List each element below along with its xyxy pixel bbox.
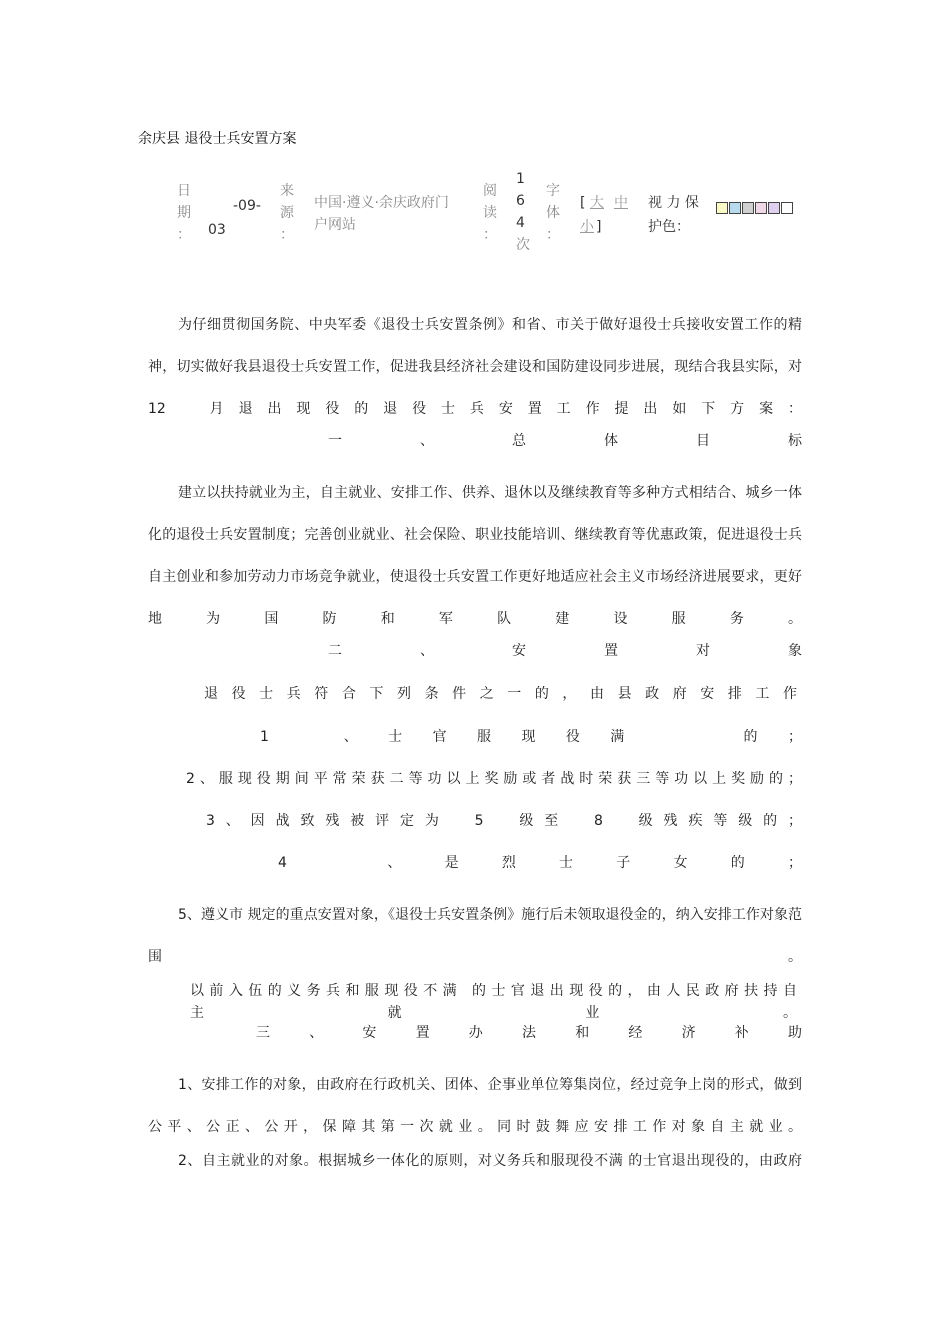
read-label-char: ： — [483, 227, 497, 243]
eye-protect-label-2: 护色： — [648, 219, 690, 235]
section-heading-3: 三、安置办法和经济补助 — [256, 1025, 802, 1041]
font-bracket-close: ] — [596, 219, 602, 235]
source-value-line: 中国·遵义·余庆政府门 — [314, 195, 449, 211]
font-medium-link[interactable]: 中 — [614, 195, 628, 211]
source-label-char: 源 — [280, 205, 294, 221]
section-heading-1: 一、总体目标 — [328, 433, 802, 449]
list-item-4: 4 、是烈士子女的； — [278, 855, 802, 871]
color-swatch[interactable] — [781, 202, 793, 214]
section-heading-2: 二、安置对象 — [328, 643, 802, 659]
read-label-char: 阅 — [483, 183, 497, 199]
read-label-char: 读 — [483, 205, 497, 221]
page-title: 余庆县 退役士兵安置方案 — [138, 131, 297, 147]
color-swatch[interactable] — [716, 202, 728, 214]
date-label-char: ： — [177, 227, 191, 243]
paragraph-self-employment: 以前入伍的义务兵和服现役不满 的士官退出现役的，由人民政府扶持自主就业。 — [190, 983, 802, 1021]
font-bracket-open: [ — [580, 195, 586, 211]
list-item-1: 1 、士官服现役满 的； — [260, 729, 802, 745]
source-label-char: ： — [280, 227, 294, 243]
source-value-line: 户网站 — [314, 217, 356, 233]
list-item-5: 5、遵义市 规定的重点安置对象，《退役士兵安置条例》施行后未领取退役金的，纳入安排工作对象范围。 — [148, 907, 802, 965]
read-count-char: 4 — [516, 215, 525, 231]
source-value — [314, 192, 449, 236]
date-label-char: 期 — [177, 205, 191, 221]
font-small-link[interactable]: 小 — [580, 219, 594, 235]
paragraph-arrangement: 1、安排工作的对象，由政府在行政机关、团体、企事业单位筹集岗位，经过竞争上岗的形式，做到公平、公正、公开，保障其第一次就业。同时鼓舞应安排工作对象自主就业。 — [148, 1077, 802, 1135]
list-item-2: 2、服现役期间平常荣获二等功以上奖励或者战时荣获三等功以上奖励的； — [186, 771, 802, 787]
font-large-link[interactable]: 大 — [590, 195, 604, 211]
paragraph-goal: 建立以扶持就业为主，自主就业、安排工作、供养、退休以及继续教育等多种方式相结合、城乡一体化的退役士兵安置制度；完善创业就业、社会保险、职业技能培训、继续教育等优惠政策，促进退役士兵自主创业和参加劳动力市场竞争就业，使退役士兵安置工作更好地适应社会主义市场经济进展要求，更好地为国防和军队建设服务。 — [148, 485, 802, 627]
paragraph-eligibility: 退役士兵符合下列条件之一的，由县政府安排工作 — [204, 686, 802, 702]
font-label-char: 字 — [546, 183, 560, 199]
date-label — [177, 180, 191, 246]
color-swatch[interactable] — [768, 202, 780, 214]
font-label-char: ： — [546, 227, 560, 243]
source-label — [280, 180, 294, 246]
source-label-char: 来 — [280, 183, 294, 199]
color-swatch[interactable] — [729, 202, 741, 214]
paragraph-self-employment-2: 2、自主就业的对象。根据城乡一体化的原则，对义务兵和服现役不满 的士官退出现役的，由政府 — [178, 1153, 802, 1169]
list-item-3: 3、因战致残被评定为 5 级至 8 级残疾等级的； — [206, 813, 802, 829]
font-label — [546, 180, 560, 246]
read-label — [483, 180, 497, 246]
read-count-char: 1 — [516, 171, 525, 187]
date-label-char: 日 — [177, 183, 191, 199]
date-value-a: -09- — [233, 198, 261, 214]
article-meta — [0, 0, 950, 300]
intro-paragraph: 为仔细贯彻国务院、中央军委《退役士兵安置条例》和省、市关于做好退役士兵接收安置工作的精神，切实做好我县退役士兵安置工作，促进我县经济社会建设和国防建设同步进展，现结合我县实际，对 12 月退出现役的退役士兵安置工作提出如下方案： — [148, 317, 816, 417]
read-count-char: 6 — [516, 193, 525, 209]
read-count — [516, 168, 530, 256]
date-value-b: 03 — [208, 222, 226, 238]
eye-protect-label: 视 力 保 — [648, 195, 699, 211]
color-swatch[interactable] — [755, 202, 767, 214]
color-swatch[interactable] — [742, 202, 754, 214]
font-label-char: 体 — [546, 205, 560, 221]
read-count-char: 次 — [516, 237, 530, 253]
eye-color-swatches — [716, 202, 794, 214]
